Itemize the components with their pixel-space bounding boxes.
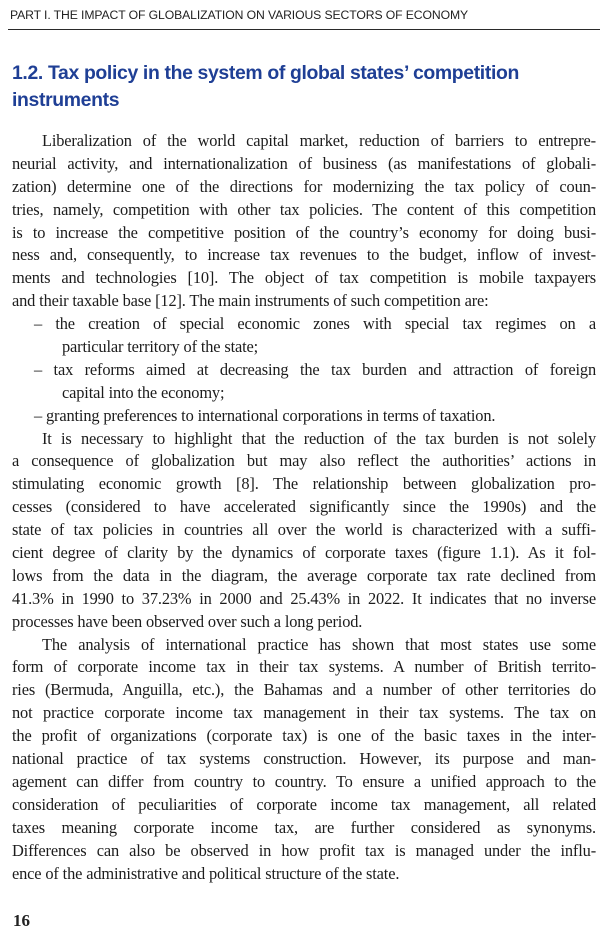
section-title: 1.2. Tax policy in the system of global states’ competition instruments <box>12 62 519 111</box>
paragraph-line: lows from the data in the diagram, the average corporate tax rate declined from <box>12 565 596 585</box>
paragraph-line: 41.3% in 1990 to 37.23% in 2000 and 25.43% in 2022. It indicates that no inverse <box>12 588 596 608</box>
paragraph-line: ence of the administrative and political structure of the state. <box>12 863 400 883</box>
paragraph-line: Differences can also be observed in how profit tax is managed under the influ- <box>12 840 596 860</box>
list-item-continuation: capital into the economy; <box>62 382 225 402</box>
paragraph-line: cesses (considered to have accelerated significantly since the 1990s) and the <box>12 497 596 517</box>
paragraph-line: consideration of peculiarities of corporate income tax management, all related <box>12 794 596 814</box>
paragraph-line: tries, namely, competition with other tax policies. The content of this competition <box>12 199 596 219</box>
paragraph-line: neurial activity, and internationalization of business (as manifestations of globali- <box>12 153 596 173</box>
paragraph-line: form of corporate income tax in their tax systems. A number of British territo- <box>12 657 596 677</box>
paragraph-line: taxes meaning corporate income tax, are further considered as synonyms. <box>12 817 596 837</box>
paragraph-line: cient degree of clarity by the dynamics of corporate taxes (figure 1.1). As it fol- <box>12 543 596 563</box>
page-number: 16 <box>13 911 30 930</box>
paragraph-line: the profit of organizations (corporate tax) is one of the basic taxes in the inter- <box>12 726 596 746</box>
paragraph-line: a consequence of globalization but may also reflect the authorities’ actions in <box>12 451 596 471</box>
list-item: – granting preferences to international corporations in terms of taxation. <box>34 405 496 425</box>
header-divider <box>8 29 600 30</box>
body-text <box>12 130 596 885</box>
paragraph-line: agement can differ from country to country. To ensure a unified approach to the <box>12 771 596 791</box>
paragraph-line: The analysis of international practice has shown that most states use some <box>42 634 596 654</box>
list-item: – the creation of special economic zones with special tax regimes on a <box>34 314 596 334</box>
paragraph-line: stimulating economic growth [8]. The relationship between globalization pro- <box>12 474 596 494</box>
paragraph-line: national practice of tax systems construction. However, its purpose and man- <box>12 749 596 769</box>
paragraph-line: processes have been observed over such a long period. <box>12 611 363 631</box>
paragraph-line: Liberalization of the world capital market, reduction of barriers to entrepre- <box>42 131 596 150</box>
paragraph-line: not practice corporate income tax management in their tax systems. The tax on <box>12 703 596 723</box>
running-header: PART I. THE IMPACT OF GLOBALIZATION ON VARIOUS SECTORS OF ECONOMY <box>10 8 469 22</box>
paragraph-line: state of tax policies in countries all over the world is characterized with a suffi- <box>12 520 596 540</box>
paragraph-line: ments and technologies [10]. The object of tax competition is mobile taxpayers <box>12 268 596 288</box>
paragraph-line: zation) determine one of the directions for modernizing the tax policy of coun- <box>12 176 596 196</box>
paragraph-line: is to increase the competitive position of the country’s economy for doing busi- <box>12 222 596 242</box>
paragraph-line: It is necessary to highlight that the reduction of the tax burden is not solely <box>42 428 596 448</box>
list-item-continuation: particular territory of the state; <box>62 337 259 357</box>
paragraph-line: ries (Bermuda, Anguilla, etc.), the Bahamas and a number of other territories do <box>12 680 596 700</box>
list-item: – tax reforms aimed at decreasing the tax burden and attraction of foreign <box>34 359 596 379</box>
paragraph-line: and their taxable base [12]. The main instruments of such competition are: <box>12 291 489 311</box>
paragraph-line: ness and, consequently, to increase tax revenues to the budget, inflow of invest- <box>12 245 596 265</box>
